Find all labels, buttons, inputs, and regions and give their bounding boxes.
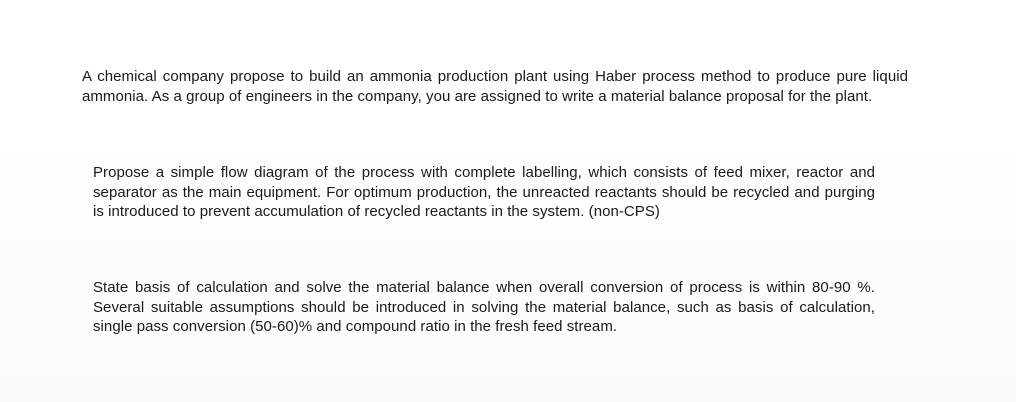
- material-balance-task-paragraph: State basis of calculation and solve the material balance when overall conversion of process is within 80-90 %. Several suitable assumptions should be introduced in solving the material balance, such as basis of calculation, single pass conversion (50-60)% and compound ratio in the fresh feed stream.: [93, 279, 875, 335]
- flow-diagram-task-paragraph: Propose a simple flow diagram of the process with complete labelling, which consists of feed mixer, reactor and separator as the main equipment. For optimum production, the unreacted reactants should be recycled and purging is introduced to prevent accumulation of recycled reactants in the system. (non-CPS): [93, 164, 875, 220]
- intro-paragraph: A chemical company propose to build an ammonia production plant using Haber process method to produce pure liquid ammonia. As a group of engineers in the company, you are assigned to write a material balance proposal for the plant.: [82, 68, 908, 105]
